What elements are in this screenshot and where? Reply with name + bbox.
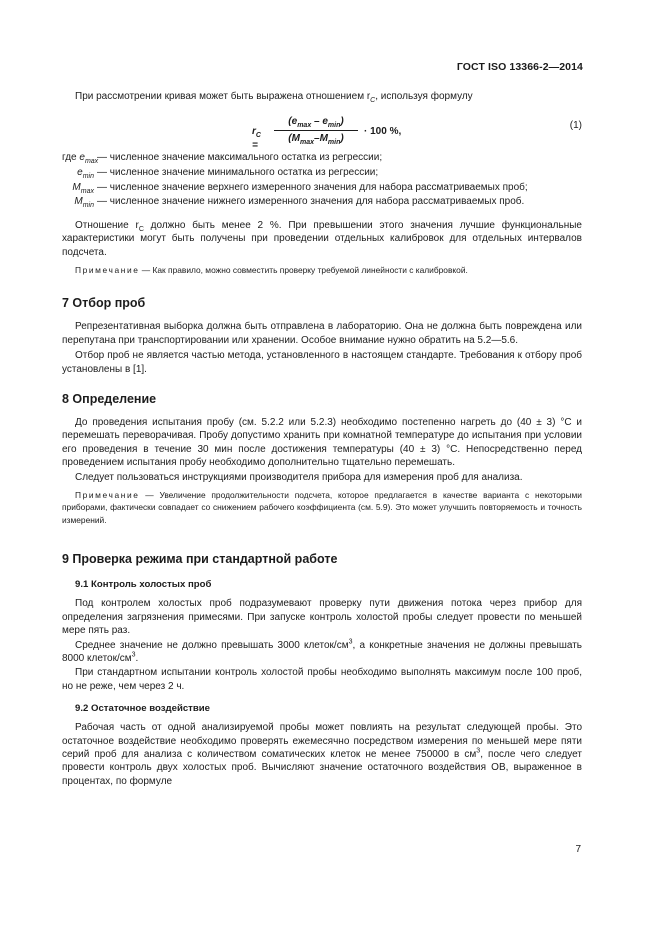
definition-symbol: $e_{min}$: [77, 167, 94, 180]
section-9-2-paragraph-1: Рабочая часть от одной анализируемой пробы может повлиять на результат следующей пробы. Это остаточное воздействие необходимо проверять ежемесячно посредством измерения по меньшей мере пяти серий проб для анализа с количеством соматических клеток не менее 750000 в $см^3$, после чего следует провести контроль двух холостых проб. Вычисляют значение остаточного воздействия ОВ, выраженное в процентах, по формуле: [62, 722, 582, 787]
page-content: [62, 90, 582, 788]
formula-numerator: $(e_{max} - e_{min})$: [274, 115, 358, 130]
definition-symbol: где $e_{max}$: [62, 152, 99, 166]
section-8-title: 8 Определение: [62, 392, 157, 407]
section-8-note: [62, 489, 582, 526]
document-header-id: ГОСТ ISO 13366-2—2014: [456, 61, 583, 73]
formula-tail: · 100 %,: [364, 126, 402, 138]
page-number: 7: [575, 844, 581, 855]
section-9-1-paragraph-2: Среднее значение не должно превышать 3000 клеток/$см^3$, а конкретные значения не должны превышать 8000 клеток/$см^3$.: [62, 638, 582, 664]
formula-denominator: $(M_{max}-M_{min})$: [288, 132, 344, 146]
note-label: Примечание: [75, 265, 140, 275]
definition-item: [62, 151, 582, 166]
intro-paragraph: [62, 90, 582, 103]
note-label: Примечание: [75, 490, 140, 501]
ratio-paragraph: Отношение $r_C$ должно быть менее 2 %. При превышении этого значения лучшие функциональные характеристики могут быть получены при проведении отдельных калибровок для отдельных интервалов подсчета.: [62, 219, 582, 258]
formula-fraction: [274, 115, 358, 145]
formula-1: [62, 109, 582, 151]
intro-tail: , используя формулу: [375, 91, 473, 102]
section-9-1-paragraph-1: Под контролем холостых проб подразумевают проверку пути движения потока через прибор для определения загрязнения примесями. При запуске контроль холостой пробы следует провести по меньшей мере пять раз.: [62, 598, 582, 637]
note-text: — Как правило, можно совместить проверку требуемой линейности с калибровкой.: [139, 265, 468, 275]
intro-sub: C: [370, 97, 376, 104]
note-linearity: [62, 264, 582, 276]
definition-item: [62, 166, 582, 181]
intro-text: При рассмотрении кривая может быть выражена отношением r: [75, 91, 371, 102]
section-9-title: 9 Проверка режима при стандартной работе: [62, 552, 338, 567]
definitions-list: [62, 151, 582, 209]
definition-text: — численное значение минимального остатка из регрессии;: [97, 167, 379, 178]
definition-text: — численное значение верхнего измеренного значения для набора рассматриваемых проб;: [97, 181, 528, 193]
section-9-1-paragraph-3: При стандартном испытании контроль холостой пробы необходимо выполнять максимум после 100 проб, но не реже, чем через 2 ч.: [62, 667, 582, 692]
section-7-paragraph-1: Репрезентативная выборка должна быть отправлена в лабораторию. Она не должна быть повреждена или перепутана при транспортировании или хранении. Особое внимание нужно обратить на 5.2—5.6.: [62, 321, 582, 346]
section-8-paragraph-1: До проведения испытания пробу (см. 5.2.2 или 5.2.3) необходимо постепенно нагреть до (40 ± 3) °С и перемешать переворачивая. Пробу допустимо хранить при комнатной температуре до испытания при условии его проведения в течение 30 мин после достижения температуры (40 ± 3) °С. Непосредственно перед проведением испытания пробу необходимо дополнительно тщательно перемешать.: [62, 417, 582, 469]
section-7-title: 7 Отбор проб: [62, 296, 146, 311]
section-7-paragraph-2: Отбор проб не является частью метода, установленного в настоящем стандарте. Требования к отбору проб установлены в [1].: [62, 350, 582, 375]
definition-symbol: $M_{max}$: [72, 181, 94, 195]
definition-item: [62, 181, 582, 196]
formula-lhs: $r_C$ =: [252, 126, 261, 151]
definition-text: — численное значение максимального остатка из регрессии;: [97, 152, 383, 164]
definition-item: [62, 195, 582, 210]
section-9-1-title: 9.1 Контроль холостых проб: [75, 579, 212, 591]
note-text: — Увеличение продолжительности подсчета, которое предлагается в качестве варианта с некоторыми приборами, фактически совпадает со снижением рабочего коэффициента (см. 5.9). Это может улучшить повторяемость и точность измерений.: [62, 490, 582, 525]
formula-number: (1): [569, 120, 582, 132]
definition-symbol: $M_{min}$: [74, 196, 94, 210]
definition-text: — численное значение нижнего измеренного значения для набора рассматриваемых проб.: [97, 196, 525, 208]
section-9-2-title: 9.2 Остаточное воздействие: [75, 703, 211, 715]
section-8-paragraph-2: Следует пользоваться инструкциями производителя прибора для измерения проб для анализа.: [75, 471, 523, 483]
